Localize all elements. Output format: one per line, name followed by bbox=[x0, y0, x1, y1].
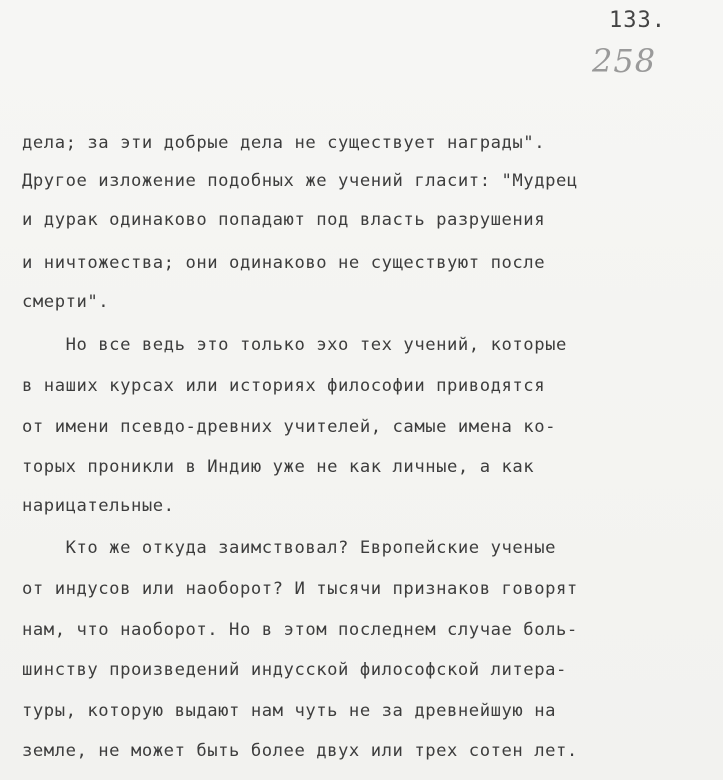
text-line: торых проникли в Индию уже не как личные, а как bbox=[22, 457, 535, 477]
text-line: земле, не может быть более двух или трех сотен лет. bbox=[22, 741, 578, 761]
text-line: нам, что наоборот. Но в этом последнем случае боль- bbox=[22, 620, 578, 640]
text-line: шинству произведений индусской философской литера- bbox=[22, 660, 567, 680]
text-line: дела; за эти добрые дела не существует награды". bbox=[22, 133, 546, 153]
text-line: Кто же откуда заимствовал? Европейские ученые bbox=[22, 538, 556, 558]
text-line: Но все ведь это только эхо тех учений, которые bbox=[22, 335, 567, 355]
text-line: и дурак одинаково попадают под власть разрушения bbox=[22, 210, 546, 230]
text-line: от имени псевдо-древних учителей, самые имена ко- bbox=[22, 417, 556, 437]
text-line: Другое изложение подобных же учений гласит: "Мудрец bbox=[22, 171, 578, 191]
text-line: нарицательные. bbox=[22, 496, 175, 516]
handwritten-archive-number: 258 bbox=[592, 42, 657, 80]
text-line: в наших курсах или историях философии приводятся bbox=[22, 376, 546, 396]
text-line: от индусов или наоборот? И тысячи признаков говорят bbox=[22, 579, 578, 599]
text-line: и ничтожества; они одинаково не существуют после bbox=[22, 253, 546, 273]
text-line: смерти". bbox=[22, 292, 110, 312]
text-line: туры, которую выдают нам чуть не за древнейшую на bbox=[22, 701, 556, 721]
page-number: 133. bbox=[609, 8, 666, 33]
